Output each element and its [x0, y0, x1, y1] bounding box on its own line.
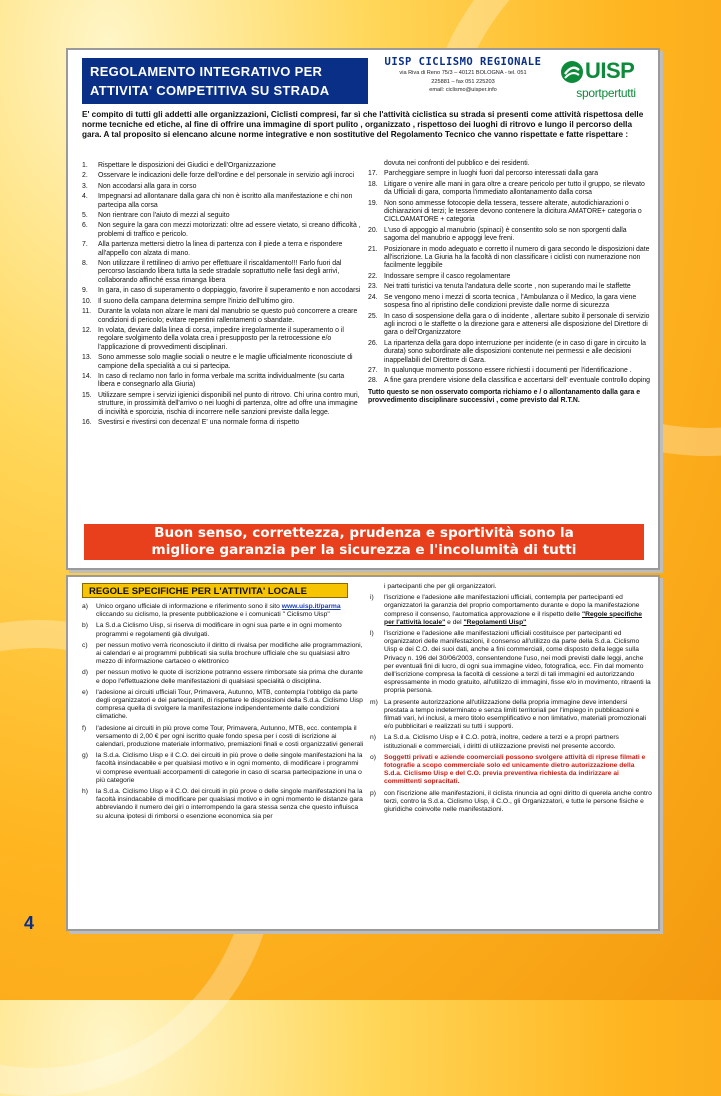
rule-item — [82, 327, 362, 352]
rule-number: 26. — [368, 339, 378, 347]
rule-e: e) l'adesione ai circuiti ufficiali Tour, Primavera, Autunno, MTB, contempla l'obbligo da parte degli organizzatori e dei partecipanti, di rispettare le disposizioni della S.d.a. Ciclismo Uisp compresa quella di svolgere la manifestazione indipendentemente dalle condizioni climatiche. — [82, 688, 363, 721]
rule-item — [82, 373, 362, 390]
rule-item — [82, 222, 362, 239]
rule-item — [82, 260, 362, 285]
rule-g: g) la S.d.a. Ciclismo Uisp e il C.O. dei circuiti in più prove o delle singole manifestazioni ha la facoltà insindacabile e per qualsiasi motivo e in ogni momento, di modificare i programmi vi comprese eventuali accorpamenti di categorie in caso di scarsa partecipazione in una o più categorie — [82, 752, 363, 784]
rule-number: 25. — [368, 312, 378, 320]
rule-number: 24. — [368, 293, 378, 301]
rule-item — [82, 419, 362, 427]
rule-b: b) La S.d.a Ciclismo Uisp, si riserva di modificare in ogni sua parte e in ogni momento programmi e regolamenti già divulgati. — [82, 622, 342, 638]
rule-number: 16. — [82, 418, 92, 426]
closing-statement: Tutto questo se non osservato comporta richiamo e / o allontanamento dalla gara e provvedimento disciplinare successivi , come previsto dal R.T.N. — [368, 388, 641, 405]
rule-m: m) La presente autorizzazione all'utilizzazione della propria immagine deve intendersi prestata a tempo indeterminato e senza limiti territoriali per l'impiego in pubblicazioni e filmati vari, ivi inclusi, a mero titolo esemplificativo e non limitativo, materiali promozionali e/o pubblicitari e realizzati su tutti i supporti. — [370, 698, 647, 731]
rule-i-1: i) l'iscrizione e l'adesione alle manifestazioni ufficiali, contempla per partecipanti ed organizzatori la garanzia del proprio comportamento durante e dopo la manifestazione compreso il consenso, l'automatica approvazione e il rispetto delle "Regole specifiche per l'attività locale" e del "Regolamenti Uisp" — [370, 594, 642, 626]
rule-number: 2. — [82, 172, 88, 180]
org-name: UISP CICLISMO REGIONALE — [384, 56, 542, 68]
org-email: email: ciclismo@uisper.info — [429, 87, 497, 93]
rule-item — [368, 294, 650, 311]
rule-number: 28. — [368, 377, 378, 385]
section-title: REGOLE SPECIFICHE PER L'ATTIVITA' LOCALE — [82, 583, 348, 598]
rule-number: 10. — [82, 297, 92, 305]
local-rules-column-1 — [82, 603, 364, 824]
rule-text: Impegnarsi ad allontanare dalla gara chi non è iscritto alla manifestazione e chi non partecipa alla corsa — [98, 193, 353, 209]
uisp-logo — [560, 58, 652, 104]
rule-i-2: l) l'iscrizione e l'adesione alle manifestazioni ufficiali costituisce per partecipanti ed organizzatori delle manifestazioni, il consenso all'utilizzo da parte della S.d.a. Ciclismo Uisp e dei C.O. dei suoi dati, anche a fini commerciali, come disposto della legge sulla Privacy n. 196 del 30/06/2003, consentendone l'uso, nei modi previsti dalle leggi, anche per eventuali fini di lucro, di ogni sua immagine video, fotografica, ecc. Fin dal momento dell'iscrizione compresa la facoltà di cessione a terzi di tali immagini ed autorizzando espressamente in modo gratuito, all'utilizzo di immagini, fisse e/o in movimento, ritraenti la propria persona. — [370, 630, 651, 695]
rule-h-continuation: i partecipanti che per gli organizzatori. — [384, 583, 497, 590]
rule-number: 17. — [368, 170, 378, 178]
rule-text: Nei tratti turistici va tenuta l'andatura delle scorte , non superando mai le staffette — [384, 283, 631, 291]
rule-text: In qualunque momento possono essere richiesti i documenti per l'identificazione . — [384, 366, 632, 374]
rules-column-1 — [82, 162, 362, 429]
rule-item — [368, 340, 650, 365]
rule-text: Indossare sempre il casco regolamentare — [384, 272, 511, 280]
rule-text: Rispettare le disposizioni dei Giudici e dell'Organizzazione — [98, 162, 276, 169]
rule-item — [82, 183, 362, 191]
logo-subtext: sportpertutti — [576, 86, 636, 100]
intro-paragraph: E' compito di tutti gli addetti alle organizzazioni, Ciclisti compresi, far sì che l'attività ciclistica su strada si presenti come attività rispettosa delle norme tecniche ed etiche, al fine di offrire una immagine di sport pulito , organizzato , rispettoso dei luoghi di ritrovo e lungo il percorso della gara. A tal proposito si elencano alcune norme integrative e non sostitutive del Regolamento Tecnico che vanno rispettate e fatte rispettare : — [82, 110, 644, 140]
rule-o: o) Soggetti privati e aziende coomerciali possono svolgere attività di riprese filmati e fotografie a scopo commerciale solo ed unicamente dietro autorizzazione della S.d.a. Ciclismo Uisp e del C.O. previa preventiva richiesta da indirizzare ai committenti sopracitati. — [370, 753, 646, 786]
rule-item — [82, 162, 362, 170]
rule-number: 27. — [368, 366, 378, 374]
rule-number: 8. — [82, 260, 88, 268]
uisp-parma-link[interactable]: www.uisp.it/parma — [281, 603, 341, 610]
rule-text: A fine gara prendere visione della classifica e accertarsi dell' eventuale controllo doping — [384, 377, 650, 385]
rule-text: Non rientrare con l'aiuto di mezzi al seguito — [98, 212, 230, 220]
title-line-2: ATTIVITA' COMPETITIVA SU STRADA — [90, 83, 330, 98]
rule-item — [368, 227, 650, 244]
rule-item — [82, 241, 362, 258]
rule-text: In gara, in caso di superamento o doppiaggio, favorire il superamento e non accodarsi — [98, 287, 361, 295]
rule-item — [368, 273, 650, 281]
rule-item — [368, 170, 650, 178]
rule-item — [82, 308, 362, 325]
rule-item — [82, 354, 362, 371]
logo-text: UISP — [585, 58, 635, 83]
rule-number: 6. — [82, 222, 88, 230]
motto-line-2: migliore garanzia per la sicurezza e l'incolumità di tutti — [151, 541, 577, 558]
rule-item — [82, 392, 362, 417]
rule-text: In volata, deviare dalla linea di corsa, impedire irregolarmente il superamento o il regolare svolgimento della volata crea i presupposto per la retrocessione e/o l'applicazione di provvedimenti disciplinari. — [98, 326, 344, 351]
rule-p: p) con l'iscrizione alle manifestazioni, il ciclista rinuncia ad ogni diritto di querela anche contro terzi, contro la S.d.a. Ciclismo Uisp, il C.O., gli Organizzatori, e tutte le persone fisiche e giuridiche coinvolte nelle manifestazioni. — [370, 789, 652, 814]
rule-item — [82, 193, 362, 210]
org-address: via Riva di Reno 75/3 – 40121 BOLOGNA - tel. 051 — [399, 70, 527, 76]
rule-number: 22. — [368, 272, 378, 280]
rule-a-text: Unico organo ufficiale di informazione e riferimento sono il sito — [96, 603, 280, 610]
org-info — [370, 56, 556, 95]
panel-title — [82, 58, 368, 104]
rule-number: 21. — [368, 245, 378, 253]
rule-number: 19. — [368, 199, 378, 207]
rule-number: 7. — [82, 241, 88, 249]
rule-number: 9. — [82, 287, 88, 295]
rule-number: 15. — [82, 391, 92, 399]
rule-number: 14. — [82, 372, 92, 380]
rule-text: Sono ammesse solo maglie sociali o neutre e le maglie ufficialmente riconosciute di campione della specialità a cui si partecipa. — [98, 354, 353, 370]
rule-d: d) per nessun motivo le quote di iscrizione potranno essere rimborsate sia prima che durante e dopo l'effettuazione delle manifestazioni di qualsiasi specialità o disciplina. — [82, 669, 363, 685]
rule-text: Osservare le indicazioni delle forze dell'ordine e del personale in servizio agli incroci — [98, 172, 355, 180]
rule-number: 13. — [82, 354, 92, 362]
rule-16-continuation: dovuta nei confronti del pubblico e dei residenti. — [384, 160, 530, 167]
rule-text: Non sono ammesse fotocopie della tessera, tessere alterate, autodichiarazioni o dichiarazioni di terzi; le tessere devono contenere la dicitura AMATORE+ categoria o CICLOAMATORE + categoria — [384, 199, 642, 224]
rule-text: La ripartenza della gara dopo interruzione per incidente (e in caso di gare in circuito la durata) sono subordinate alle disposizioni contenute nei permessi e alle decisioni inappellabili del Direttore di Gara. — [384, 339, 646, 364]
rule-item — [368, 313, 650, 338]
rule-text: L'uso di appoggio al manubrio (spinaci) è consentito solo se non sporgenti dalla sagoma del manubrio e appoggi leve freni. — [384, 226, 627, 243]
rule-item — [368, 200, 650, 225]
rule-text: Litigare o venire alle mani in gara oltre a creare pericolo per tutto il gruppo, se rilevato da Ufficiali di gara, comporta l'immediato allontanamento dalla corsa — [384, 180, 645, 197]
rule-item — [368, 283, 650, 291]
rule-item — [82, 172, 362, 180]
rules-list-1 — [82, 162, 362, 427]
rule-h: h) la S.d.a. Ciclismo Uisp e il C.O. dei circuiti in più prove o delle singole manifestazioni ha la facoltà insindacabile di modificare per qualsiasi motivo e in ogni momento le distanze gara abbreviando il numero dei giri o interrompendo la gara stessa senza che questo influisca su alcuna ipotesi di rimborsi o esenzione economica sia per — [82, 788, 363, 820]
rule-text: Posizionare in modo adeguato e corretto il numero di gara secondo le disposizioni date all'iscrizione. La Giuria ha la facoltà di non classificare i ciclisti con numerazione non facilmente leggibile — [384, 245, 650, 270]
rule-a-text-end: cliccando su ciclismo, la presente pubblicazione e i comunicati " Ciclismo Uisp" — [96, 611, 330, 619]
rule-text: In caso di sospensione della gara o di incidente , allertare subito il personale di servizio agli incroci o le staffette o la direzione gara e attenersi alle disposizione del Direttore di gara o dell'Organizzatore — [384, 312, 650, 337]
rule-number: 1. — [82, 162, 88, 169]
rule-number: 20. — [368, 226, 378, 234]
rule-text: Non seguire la gara con mezzi motorizzati: oltre ad essere vietato, si creano difficoltà , problemi di traffico e pericolo. — [98, 222, 361, 238]
rule-f: f) l'adesione ai circuiti in più prove come Tour, Primavera, Autunno, MTB, ecc. contempla il versamento di 2,00 € per ogni iscritto quale fondo spesa per i costi di iscrizione ai calendari, produzione materiale informativo, premiazioni finali e costi organizzativi generali — [82, 724, 364, 749]
rule-item — [82, 287, 362, 295]
rule-text: Durante la volata non alzare le mani dal manubrio se questo può concorrere a creare condizioni di pericolo; evitare repentini rallentamenti o sbandate. — [98, 308, 358, 324]
rule-number: 18. — [368, 180, 378, 188]
rule-text: Non utilizzare il rettilineo di arrivo per effettuare il riscaldamento!!! Farlo fuori dal percorso lasciando libera tutta la sede stradale soprattutto nelle fasi degli arrivi, collaborando affinché essa rimanga libera — [98, 260, 342, 284]
rule-text: Utilizzare sempre i servizi igienici disponibili nel punto di ritrovo. Chi urina contro muri, strutture, in prossimità dell'arrivo o nei luoghi di partenza, oltre ad offre una immagine di inciviltà e sporcizia, rischia di incorrere nelle sanzioni previste dalla legge. — [98, 391, 360, 416]
rule-number: 3. — [82, 182, 88, 190]
rule-item — [82, 212, 362, 220]
rule-n: n) La S.d.a. Ciclismo Uisp e il C.O. potrà, inoltre, cedere a terzi e a propri partners istituzionali e commerciali, i diritti di utilizzazione previsti nel presente accordo. — [370, 734, 619, 750]
rule-text: In caso di reclamo non farlo in forma verbale ma scritta individualmente (su carta libera e consegnarlo alla Giuria) — [98, 372, 345, 389]
rule-item — [368, 181, 650, 198]
rules-column-2 — [368, 160, 650, 406]
rule-text: Svestirsi e rivestirsi con decenza! E' una normale forma di rispetto — [98, 418, 300, 426]
rule-number: 5. — [82, 212, 88, 220]
rule-number: 23. — [368, 283, 378, 291]
rule-item — [368, 367, 650, 375]
rule-number: 11. — [82, 308, 92, 316]
rule-text: Non accodarsi alla gara in corso — [98, 182, 197, 190]
rule-text: Parcheggiare sempre in luoghi fuori dal percorso interessati dalla gara — [384, 170, 599, 178]
motto-line-1: Buon senso, correttezza, prudenza e sportività sono la — [154, 525, 574, 541]
rule-text: Il suono della campana determina sempre l'inizio dell'ultimo giro. — [98, 297, 295, 305]
org-phone: 225881 – fax 051 225203 — [431, 78, 495, 85]
rules-list-2 — [368, 170, 650, 385]
title-line-1: REGOLAMENTO INTEGRATIVO PER — [90, 64, 323, 79]
rule-c: c) per nessun motivo verrà riconosciuto il diritto di rivalsa per modifiche alle programmazioni, ai calendari e ai programmi pubblicati sia sulla brochure ufficiale che su qualsiasi altro mezzo di informazione cartaceo o elettronico — [82, 641, 363, 666]
rule-text: Alla partenza mettersi dietro la linea di partenza con il piede a terra e rispondere all'appello con alzata di mano. — [98, 241, 343, 257]
page-number: 4 — [24, 913, 35, 933]
rule-number: 4. — [82, 193, 88, 201]
regole-locali-panel — [66, 575, 660, 931]
regolamento-panel — [66, 48, 660, 570]
uisp-logo-icon — [560, 60, 584, 84]
rule-item — [368, 246, 650, 271]
rule-number: 12. — [82, 326, 92, 334]
local-rules-column-2 — [370, 583, 652, 817]
rule-item — [82, 298, 362, 306]
rule-item — [368, 377, 650, 385]
rule-text: Se vengono meno i mezzi di scorta tecnica , l'Ambulanza o il Medico, la gara viene sospesa fino al ripristino delle condizioni previste dalle norme di sicurezza — [384, 293, 637, 310]
motto-banner — [84, 524, 644, 560]
rule-a: a) Unico organo ufficiale di informazione e riferimento sono il sito www.uisp.it/parma cliccando su ciclismo, la presente pubblicazione e i comunicati " Ciclismo Uisp" — [82, 603, 341, 619]
